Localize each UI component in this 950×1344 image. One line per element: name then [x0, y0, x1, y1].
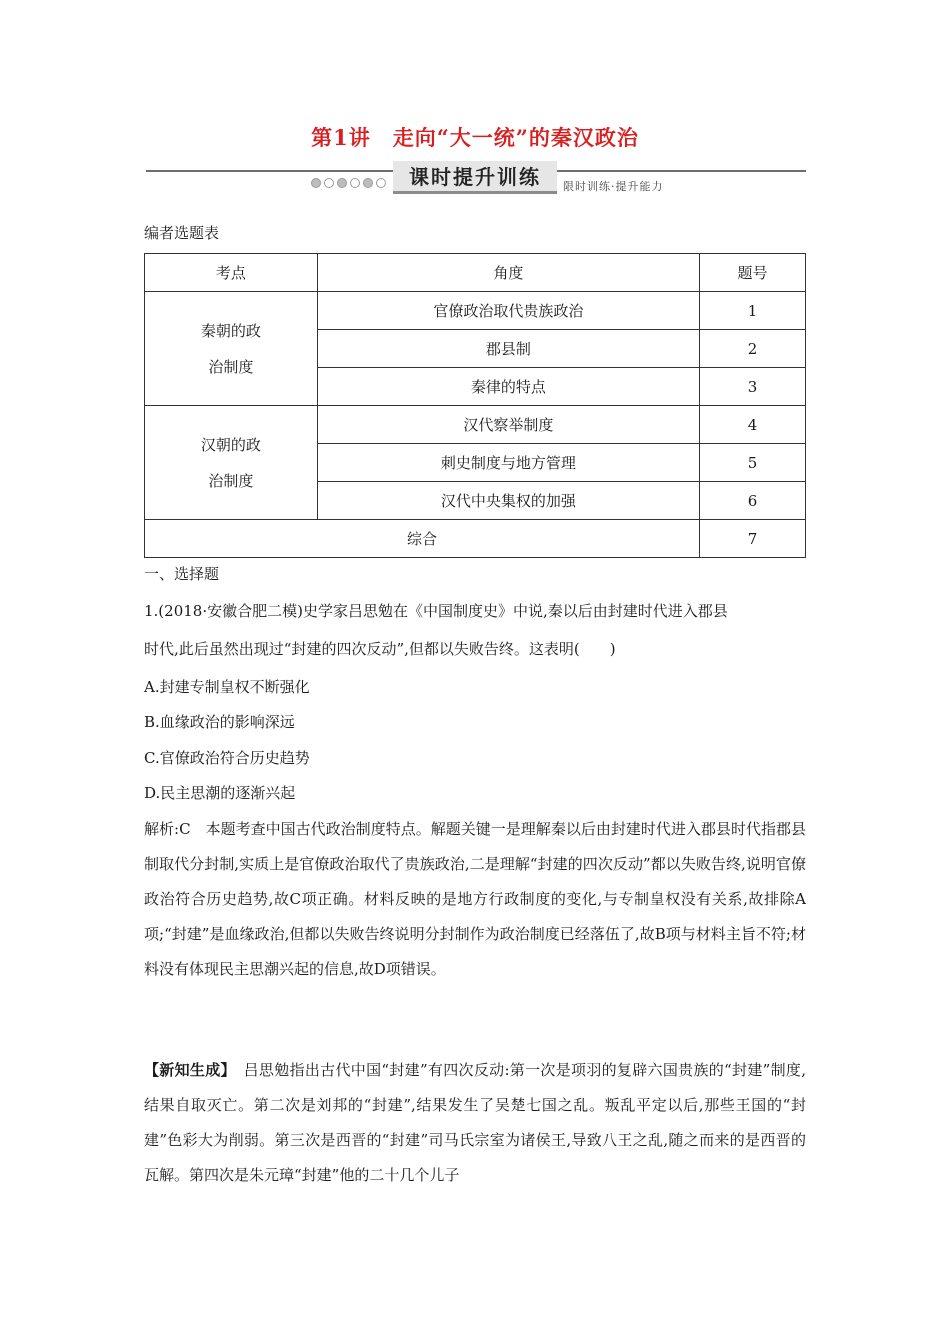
question-stem-line: 1.(2018·安徽合肥二模)史学家吕思勉在《中国制度史》中说,秦以后由封建时代进入郡县 [144, 602, 728, 620]
table-row [145, 520, 806, 558]
analysis-paragraph: 解析:C 本题考查中国古代政治制度特点。解题关键一是理解秦以后由封建时代进入郡县时代指郡县制取代分封制,实质上是官僚政治取代了贵族政治,二是理解“封建的四次反动”都以失败告终,说明官僚政治符合历史趋势,故C项正确。材料反映的是地方行政制度的变化,与专制皇权没有关系,故排除A项;“封建”是血缘政治,但都以失败告终说明分封制作为政治制度已经落伍了,故B项与材料主旨不符;材料没有体现民主思潮兴起的信息,故D项错误。 [144, 820, 806, 978]
table-row [145, 292, 806, 330]
angle-cell: 官僚政治取代贵族政治 [317, 292, 699, 330]
option-d: D.民主思潮的逐渐兴起 [144, 784, 296, 802]
table-row [145, 406, 806, 444]
table-header-row [145, 254, 806, 292]
angle-cell: 汉代察举制度 [317, 406, 699, 444]
topic-line: 治制度 [208, 471, 254, 490]
number-cell: 7 [700, 520, 806, 558]
number-cell: 5 [700, 444, 806, 482]
dot-icon [376, 178, 386, 188]
section-banner: 课时提升训练 [393, 161, 557, 194]
banner-subtitle: 限时训练·提升能力 [563, 180, 664, 193]
topic-line: 治制度 [208, 357, 254, 376]
topic-line: 秦朝的政 [200, 321, 261, 340]
number-cell: 4 [700, 406, 806, 444]
summary-cell: 综合 [145, 520, 700, 558]
extension-text: 吕思勉指出古代中国“封建”有四次反动:第一次是项羽的复辟六国贵族的“封建”制度,结果自取灭亡。第二次是刘邦的“封建”,结果发生了吴楚七国之乱。叛乱平定以后,那些王国的“封建”色彩大为削弱。第三次是西晋的“封建”司马氏宗室为诸侯王,导致八王之乱,随之而来的是西晋的瓦解。第四次是朱元璋“封建”他的二十几个儿子 [144, 1061, 806, 1184]
banner-dots [311, 178, 386, 188]
angle-cell: 郡县制 [317, 330, 699, 368]
number-cell: 2 [700, 330, 806, 368]
dot-icon [337, 178, 347, 188]
page-title: 第1讲 走向“大一统”的秦汉政治 [311, 125, 639, 150]
dot-icon [363, 178, 373, 188]
dot-icon [311, 178, 321, 188]
number-cell: 3 [700, 368, 806, 406]
angle-cell: 秦律的特点 [317, 368, 699, 406]
header-cell: 考点 [145, 254, 318, 292]
question-stem-line: 时代,此后虽然出现过“封建的四次反动”,但都以失败告终。这表明( ) [144, 640, 616, 658]
number-cell: 1 [700, 292, 806, 330]
option-a: A.封建专制皇权不断强化 [144, 678, 310, 696]
dot-icon [350, 178, 360, 188]
extension-paragraph [144, 1053, 806, 1193]
table-caption: 编者选题表 [144, 224, 220, 242]
topic-cell [145, 292, 318, 406]
selection-table [144, 253, 806, 558]
option-b: B.血缘政治的影响深远 [144, 713, 295, 731]
header-cell: 角度 [317, 254, 699, 292]
number-cell: 6 [700, 482, 806, 520]
angle-cell: 刺史制度与地方管理 [317, 444, 699, 482]
section-heading: 一、选择题 [144, 565, 220, 583]
dot-icon [324, 178, 334, 188]
extension-tag: 【新知生成】 [144, 1061, 229, 1079]
topic-cell [145, 406, 318, 520]
header-cell: 题号 [700, 254, 806, 292]
angle-cell: 汉代中央集权的加强 [317, 482, 699, 520]
topic-line: 汉朝的政 [200, 435, 261, 454]
option-c: C.官僚政治符合历史趋势 [144, 749, 310, 767]
